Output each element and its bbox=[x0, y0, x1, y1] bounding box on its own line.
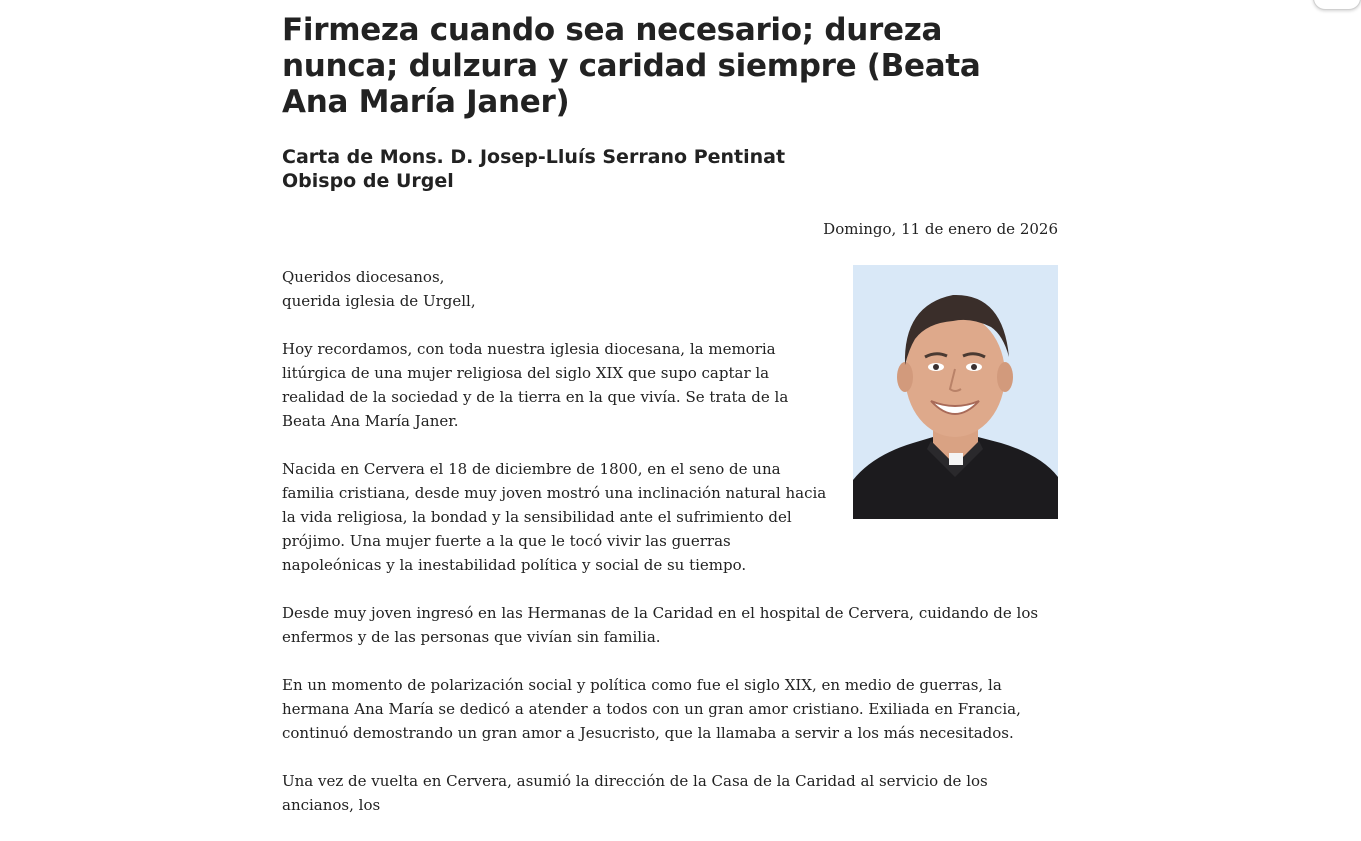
article bbox=[282, 0, 1058, 841]
bishop-photo bbox=[853, 265, 1058, 519]
author-role: Obispo de Urgel bbox=[282, 170, 454, 192]
letter-body bbox=[282, 265, 1058, 817]
greeting-line-2: querida iglesia de Urgell, bbox=[282, 292, 476, 310]
author-block bbox=[282, 145, 1058, 193]
paragraph: En un momento de polarización social y política como fue el siglo XIX, en medio de guerras, la hermana Ana María se dedicó a atender a todos con un gran amor cristiano. Exiliada en Francia, continuó demostrando un gran amor a Jesucristo, que la llamaba a servir a los más necesitados. bbox=[282, 676, 1021, 742]
page-title: Firmeza cuando sea necesario; dureza nunca; dulzura y caridad siempre (Beata Ana María Janer) bbox=[282, 12, 981, 120]
corner-widget[interactable] bbox=[1313, 0, 1361, 10]
author-name: Carta de Mons. D. Josep-Lluís Serrano Pentinat bbox=[282, 146, 786, 168]
letter-date: Domingo, 11 de enero de 2026 bbox=[823, 220, 1058, 238]
paragraph: Una vez de vuelta en Cervera, asumió la dirección de la Casa de la Caridad al servicio de los ancianos, los bbox=[282, 772, 988, 814]
paragraph: Hoy recordamos, con toda nuestra iglesia diocesana, la memoria litúrgica de una mujer religiosa del siglo XIX que supo captar la realidad de la sociedad y de la tierra en la que vivía. Se trata de la Beata Ana María Janer. bbox=[282, 340, 789, 430]
greeting-line-1: Queridos diocesanos, bbox=[282, 268, 445, 286]
paragraph: Nacida en Cervera el 18 de diciembre de 1800, en el seno de una familia cristiana, desde muy joven mostró una inclinación natural hacia la vida religiosa, la bondad y la sensibilidad ante el sufrimiento del prójimo. Una mujer fuerte a la que le tocó vivir las guerras napoleónicas y la inestabilidad política y social de su tiempo. bbox=[282, 460, 827, 574]
paragraph: Desde muy joven ingresó en las Hermanas de la Caridad en el hospital de Cervera, cuidando de los enfermos y de las personas que vivían sin familia. bbox=[282, 604, 1039, 646]
